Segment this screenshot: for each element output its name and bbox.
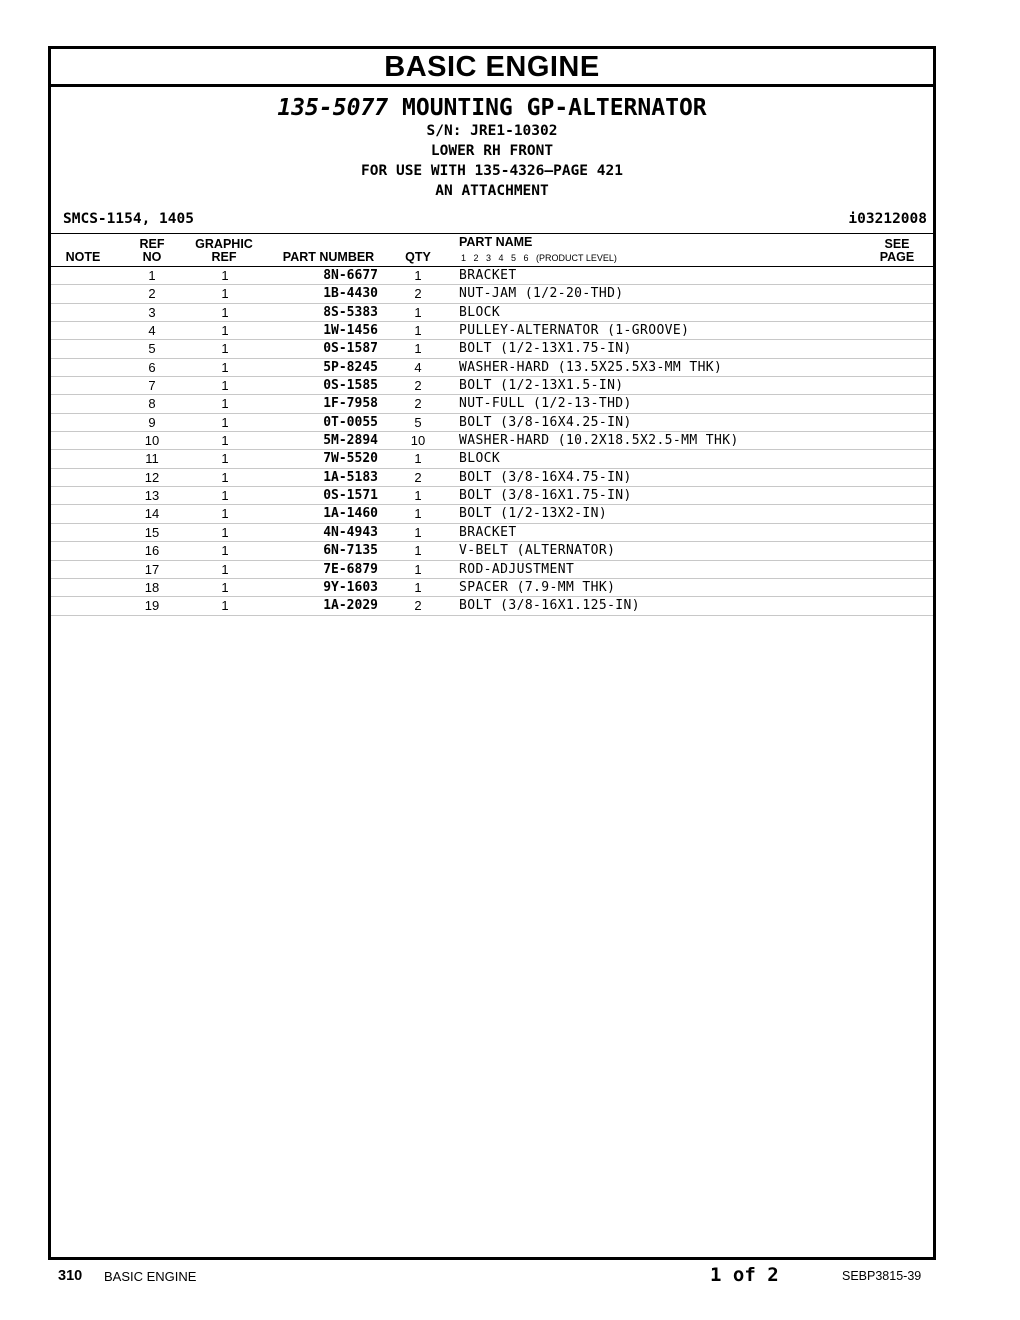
ref-no: 5 [148,341,156,357]
location-line: LOWER RH FRONT [430,143,554,159]
ref-no: 2 [148,286,156,302]
quantity: 2 [414,378,422,394]
ref-no: 8 [148,396,156,412]
graphic-ref: 1 [221,286,229,302]
ref-no: 15 [144,524,160,540]
part-number: 5M-2894 [323,433,378,449]
part-number: 0T-0055 [323,414,378,430]
part-name: BOLT (1/2-13X1.75-IN) [459,341,632,357]
illustration-id: i03212008 [848,211,927,227]
graphic-ref: 1 [221,341,229,357]
part-number: 4N-4943 [323,524,378,540]
quantity: 2 [414,286,422,302]
table-row [51,524,933,542]
table-row [51,267,933,285]
parts-table [51,233,933,616]
ref-no: 1 [148,268,156,283]
part-name: BRACKET [459,268,517,283]
ref-no: 17 [144,561,160,577]
quantity: 1 [414,304,422,320]
part-number: 1F-7958 [323,396,378,412]
part-name: V-BELT (ALTERNATOR) [459,543,616,559]
header-page: PAGE [879,250,915,264]
part-name: PULLEY-ALTERNATOR (1-GROOVE) [459,323,690,339]
header-graphic: GRAPHIC [195,237,253,251]
ref-no: 13 [144,488,160,504]
use-with-line: FOR USE WITH 135-4326—PAGE 421 [361,163,623,179]
table-row [51,340,933,358]
quantity: 5 [414,414,422,430]
quantity: 1 [414,268,422,283]
table-row [51,359,933,377]
table-row [51,542,933,560]
ref-no: 11 [145,451,159,467]
ref-no: 12 [144,469,160,485]
ref-no: 16 [144,543,160,559]
group-title [51,95,933,121]
part-name: ROD-ADJUSTMENT [459,561,575,577]
graphic-ref: 1 [221,524,229,540]
graphic-ref: 1 [221,469,229,485]
graphic-ref: 1 [221,488,229,504]
ref-no: 7 [148,378,156,394]
part-name: BRACKET [459,524,517,540]
page-of: 1 of 2 [710,1264,779,1286]
table-row [51,432,933,450]
quantity: 2 [414,469,422,485]
ref-no: 4 [148,323,156,339]
table-row [51,450,933,468]
quantity: 4 [414,359,422,375]
smcs-code: SMCS-1154, 1405 [63,211,194,227]
group-name: MOUNTING GP-ALTERNATOR [402,95,707,121]
header-see: SEE [884,237,910,251]
quantity: 1 [414,451,422,467]
ref-no: 19 [144,598,160,614]
part-name: BOLT (1/2-13X2-IN) [459,506,608,522]
part-number: 7E-6879 [323,561,378,577]
part-number: 6N-7135 [323,543,378,559]
table-row [51,395,933,413]
graphic-ref: 1 [221,268,229,283]
part-name: NUT-FULL (1/2-13-THD) [459,396,632,412]
graphic-ref: 1 [221,323,229,339]
graphic-ref: 1 [221,543,229,559]
table-row [51,579,933,597]
part-name: WASHER-HARD (13.5X25.5X3-MM THK) [459,359,723,375]
ref-no: 14 [144,506,160,522]
graphic-ref: 1 [221,396,229,412]
media-number: SEBP3815-39 [842,1269,922,1283]
section-title: BASIC ENGINE [51,49,933,87]
part-number: 1W-1456 [323,323,378,339]
part-name: BOLT (1/2-13X1.5-IN) [459,378,624,394]
quantity: 1 [414,506,422,522]
quantity: 2 [414,598,422,614]
header-product-level: 1 2 3 4 5 6 (PRODUCT LEVEL) [461,253,617,263]
part-name: BOLT (3/8-16X1.75-IN) [459,488,632,504]
part-number: 7W-5520 [323,451,378,467]
quantity: 10 [410,433,426,449]
table-row [51,304,933,322]
page-number: 310 [58,1268,83,1284]
header-no: NO [142,250,162,264]
table-row [51,322,933,340]
quantity: 1 [414,524,422,540]
ref-no: 6 [148,359,156,375]
graphic-ref: 1 [221,414,229,430]
header-graphic-ref: REF [211,250,237,264]
part-number: 9Y-1603 [323,579,378,595]
table-row [51,377,933,395]
quantity: 2 [414,396,422,412]
page-footer [0,1264,1020,1288]
quantity: 1 [414,579,422,595]
table-row [51,505,933,523]
quantity: 1 [414,323,422,339]
part-number: 0S-1585 [323,378,378,394]
part-name: BLOCK [459,451,501,467]
graphic-ref: 1 [221,359,229,375]
graphic-ref: 1 [221,378,229,394]
graphic-ref: 1 [221,579,229,595]
part-number: 8N-6677 [323,268,378,283]
header-ref: REF [139,237,165,251]
page-frame [48,46,936,1260]
graphic-ref: 1 [221,561,229,577]
serial-number-line: S/N: JRE1-10302 [426,123,558,139]
table-row [51,561,933,579]
part-number: 5P-8245 [323,359,378,375]
part-number: 0S-1587 [323,341,378,357]
ref-no: 10 [144,433,160,449]
graphic-ref: 1 [221,451,229,467]
graphic-ref: 1 [221,598,229,614]
table-row [51,414,933,432]
quantity: 1 [414,561,422,577]
table-row [51,487,933,505]
header-part-number: PART NUMBER [282,250,375,264]
ref-no: 3 [148,304,156,320]
table-row [51,469,933,487]
header-qty: QTY [405,250,431,264]
part-number: 1A-2029 [323,598,378,614]
part-name: SPACER (7.9-MM THK) [459,579,616,595]
part-name: BLOCK [459,304,501,320]
table-header [51,234,933,267]
part-name: BOLT (3/8-16X4.75-IN) [459,469,632,485]
group-number: 135-5077 [277,95,389,121]
part-number: 0S-1571 [323,488,378,504]
part-name: WASHER-HARD (10.2X18.5X2.5-MM THK) [459,433,739,449]
quantity: 1 [414,341,422,357]
header-note: NOTE [65,250,101,264]
graphic-ref: 1 [221,304,229,320]
attachment-line: AN ATTACHMENT [435,183,549,199]
ref-no: 18 [144,579,160,595]
smcs-row [51,207,933,233]
graphic-ref: 1 [221,506,229,522]
part-number: 1A-1460 [323,506,378,522]
table-row [51,285,933,303]
header-part-name: PART NAME [459,235,533,249]
part-name: BOLT (3/8-16X4.25-IN) [459,414,632,430]
part-name: BOLT (3/8-16X1.125-IN) [459,598,640,614]
graphic-ref: 1 [221,433,229,449]
part-number: 8S-5383 [323,304,378,320]
quantity: 1 [414,488,422,504]
part-number: 1B-4430 [323,286,378,302]
part-number: 1A-5183 [323,469,378,485]
quantity: 1 [414,543,422,559]
table-row [51,597,933,615]
part-name: NUT-JAM (1/2-20-THD) [459,286,624,302]
ref-no: 9 [148,414,156,430]
footer-section: BASIC ENGINE [104,1269,197,1284]
